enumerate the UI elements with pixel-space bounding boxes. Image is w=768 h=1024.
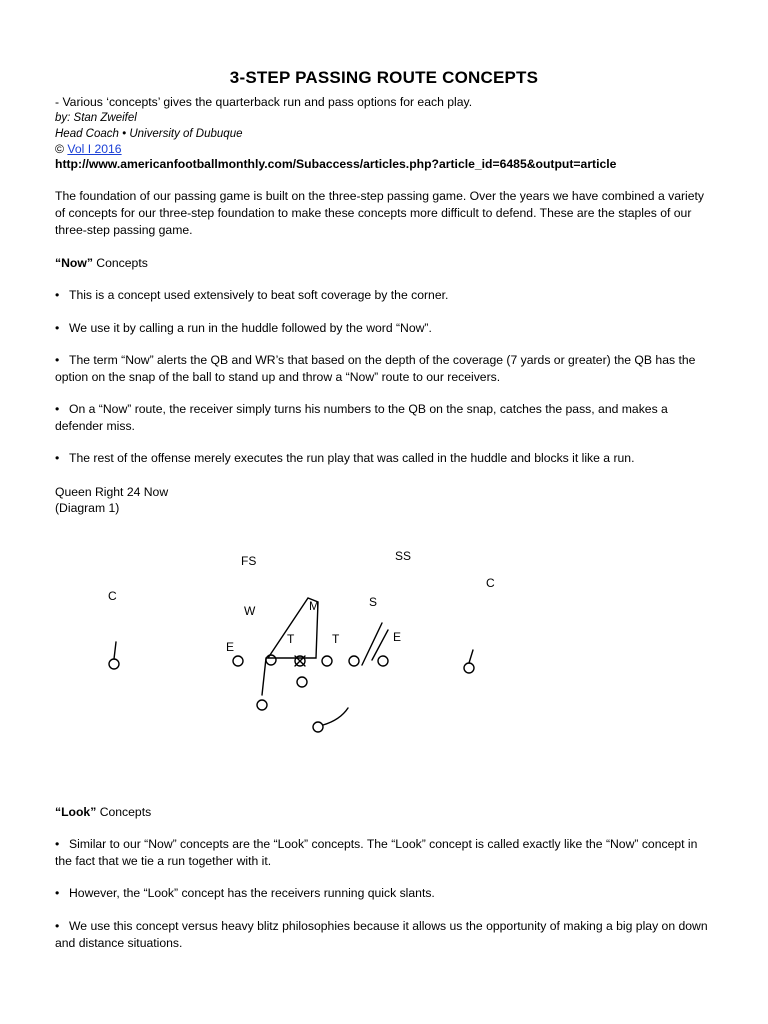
look-bullet: • We use this concept versus heavy blitz philosophies because it allows us the opportunity of making a big play on down and distance situations.	[55, 919, 708, 950]
look-heading	[55, 804, 151, 820]
play-name: Queen Right 24 Now	[55, 485, 169, 499]
diagram-caption: (Diagram 1)	[55, 501, 120, 515]
now-heading-quoted: “Now”	[55, 256, 93, 270]
route-line	[372, 630, 388, 660]
player-circle	[257, 700, 267, 710]
label-s: S	[369, 595, 378, 609]
route-line	[323, 708, 348, 725]
byline: by: Stan Zweifel	[55, 112, 137, 124]
bullet-glyph: •	[55, 837, 60, 851]
bullet-glyph: •	[55, 451, 60, 465]
label-e-right: E	[393, 630, 402, 644]
label-e-left: E	[226, 640, 235, 654]
bullet-glyph: •	[55, 288, 60, 302]
bullet-glyph: •	[55, 919, 60, 933]
play-diagram	[0, 530, 768, 760]
now-bullet: • We use it by calling a run in the huddle followed by the word “Now”.	[55, 321, 432, 335]
receiver-left	[109, 659, 119, 669]
volume-link[interactable]: Vol I 2016	[67, 142, 122, 156]
bullet-glyph: •	[55, 353, 60, 367]
author-role: Head Coach • University of Dubuque	[55, 128, 243, 140]
bullet-glyph: •	[55, 886, 60, 900]
look-heading-quoted: “Look”	[55, 805, 97, 819]
label-m: M	[309, 599, 319, 613]
look-bullet: • However, the “Look” concept has the receivers running quick slants.	[55, 886, 435, 900]
player-circle	[322, 656, 332, 666]
look-heading-rest: Concepts	[96, 805, 152, 819]
label-c-right: C	[486, 576, 495, 590]
label-w: W	[244, 604, 256, 618]
now-bullet: • On a “Now” route, the receiver simply turns his numbers to the QB on the snap, catches the pass, and makes a defender miss.	[55, 402, 668, 433]
player-circle	[349, 656, 359, 666]
label-ss: SS	[395, 549, 412, 563]
now-bullet: • The rest of the offense merely executes the run play that was called in the huddle and blocks it like a run.	[55, 451, 635, 465]
copyright-line	[55, 141, 122, 157]
subtitle: - Various ‘concepts’ gives the quarterback run and pass options for each play.	[55, 95, 473, 109]
label-c-left: C	[108, 589, 117, 603]
label-t-left: T	[287, 632, 295, 646]
player-circle	[233, 656, 243, 666]
now-bullet: • The term “Now” alerts the QB and WR’s that based on the depth of the coverage (7 yards or greater) the QB has the option on the snap of the ball to stand up and throw a “Now” route to our receivers.	[55, 353, 696, 384]
player-circle	[266, 655, 276, 665]
bullet-glyph: •	[55, 402, 60, 416]
now-heading	[55, 255, 148, 271]
route-line	[114, 642, 116, 659]
route-line	[262, 658, 266, 695]
now-bullet: • This is a concept used extensively to beat soft coverage by the corner.	[55, 288, 449, 302]
route-line	[469, 650, 473, 663]
running-back	[313, 722, 323, 732]
intro-paragraph: The foundation of our passing game is built on the three-step passing game. Over the years we have combined a variety of concepts for our three-step foundation to make these concepts more difficult to defend. These are the staples of our three-step passing game.	[55, 189, 705, 237]
receiver-right	[464, 663, 474, 673]
label-t-right: T	[332, 632, 340, 646]
player-circle	[378, 656, 388, 666]
copyright-symbol: ©	[55, 142, 64, 156]
source-url: http://www.americanfootballmonthly.com/Subaccess/articles.php?article_id=6485&output=article	[55, 157, 617, 171]
look-bullet: • Similar to our “Now” concepts are the “Look” concepts. The “Look” concept is called exactly like the “Now” concept in the fact that we tie a run together with it.	[55, 837, 698, 868]
label-fs: FS	[241, 554, 257, 568]
now-heading-rest: Concepts	[92, 256, 148, 270]
bullet-glyph: •	[55, 321, 60, 335]
page-title: 3-STEP PASSING ROUTE CONCEPTS	[229, 68, 539, 87]
player-circle	[297, 677, 307, 687]
